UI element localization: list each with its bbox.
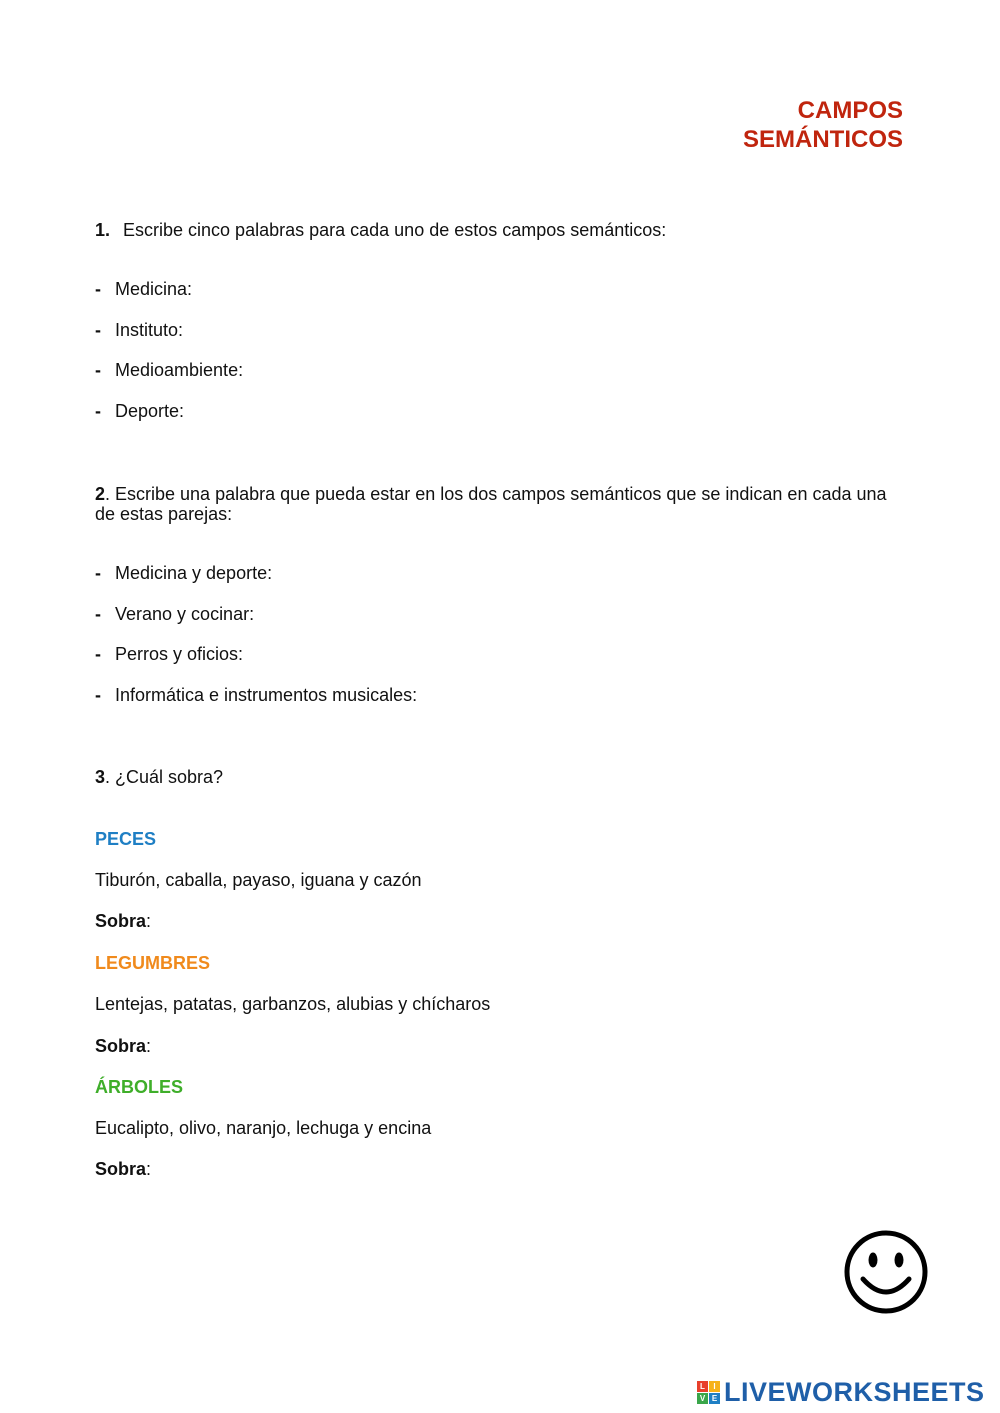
list-item [95, 279, 243, 320]
sobra-label: Sobra [95, 1036, 147, 1056]
list-item [95, 604, 417, 645]
question-2-number: 2 [95, 484, 106, 504]
sobra-line [95, 1158, 151, 1180]
list-item-label: Informática e instrumentos musicales: [115, 684, 418, 705]
question-1-number: 1. [95, 220, 111, 240]
question-1-list [95, 279, 243, 441]
dash-bullet: - [95, 279, 101, 299]
smiley-face-icon [843, 1229, 929, 1315]
logo-tile: L [697, 1381, 708, 1392]
list-item-label: Perros y oficios: [115, 644, 244, 664]
question-2-list [95, 563, 417, 725]
sobra-line [95, 1035, 151, 1057]
list-item [95, 644, 417, 685]
question-1 [95, 220, 666, 240]
dash-bullet: - [95, 684, 101, 705]
list-item-label: Medicina y deporte: [115, 563, 273, 583]
category-legumbres-words: Lentejas, patatas, garbanzos, alubias y chícharos [95, 994, 491, 1014]
liveworksheets-logo [697, 1377, 985, 1407]
logo-text: LIVEWORKSHEETS [724, 1376, 985, 1407]
category-peces-words: Tiburón, caballa, payaso, iguana y cazón [95, 870, 422, 890]
question-3-number: 3 [95, 767, 106, 787]
list-item-label: Verano y cocinar: [115, 603, 255, 624]
dash-bullet: - [95, 644, 101, 664]
logo-tile: E [709, 1393, 720, 1404]
sobra-label: Sobra [95, 911, 147, 931]
list-item [95, 401, 243, 442]
question-3 [95, 767, 223, 787]
logo-tile: V [697, 1393, 708, 1404]
sobra-colon: : [146, 1036, 152, 1056]
category-legumbres: LEGUMBRES [95, 953, 211, 973]
dash-bullet: - [95, 603, 101, 624]
list-item-label: Medicina: [115, 279, 193, 299]
list-item-label: Medioambiente: [115, 360, 244, 380]
list-item [95, 360, 243, 401]
dash-bullet: - [95, 400, 101, 421]
dash-bullet: - [95, 563, 101, 583]
sobra-label: Sobra [95, 1159, 147, 1179]
question-2-text: . Escribe una palabra que pueda estar en los dos campos semánticos que se indican en cada una de estas parejas: [95, 484, 887, 524]
question-1-text: Escribe cinco palabras para cada uno de estos campos semánticos: [123, 220, 667, 240]
question-3-text: . ¿Cuál sobra? [105, 767, 224, 787]
title-line-2: SEMÁNTICOS [742, 126, 903, 153]
sobra-line [95, 910, 151, 932]
dash-bullet: - [95, 360, 101, 380]
category-peces: PECES [95, 829, 157, 849]
list-item [95, 685, 417, 726]
category-arboles-words: Eucalipto, olivo, naranjo, lechuga y encina [95, 1118, 432, 1138]
logo-tile: I [709, 1381, 720, 1392]
logo-tiles-icon [697, 1381, 720, 1404]
sobra-colon: : [146, 1159, 152, 1179]
dash-bullet: - [95, 319, 101, 340]
list-item [95, 563, 417, 604]
list-item-label: Deporte: [115, 400, 185, 421]
worksheet-title [743, 96, 903, 154]
list-item [95, 320, 243, 361]
title-line-1: CAMPOS [797, 97, 903, 124]
question-2 [95, 484, 895, 524]
list-item-label: Instituto: [115, 319, 184, 340]
category-arboles: ÁRBOLES [95, 1077, 184, 1097]
sobra-colon: : [146, 911, 152, 931]
